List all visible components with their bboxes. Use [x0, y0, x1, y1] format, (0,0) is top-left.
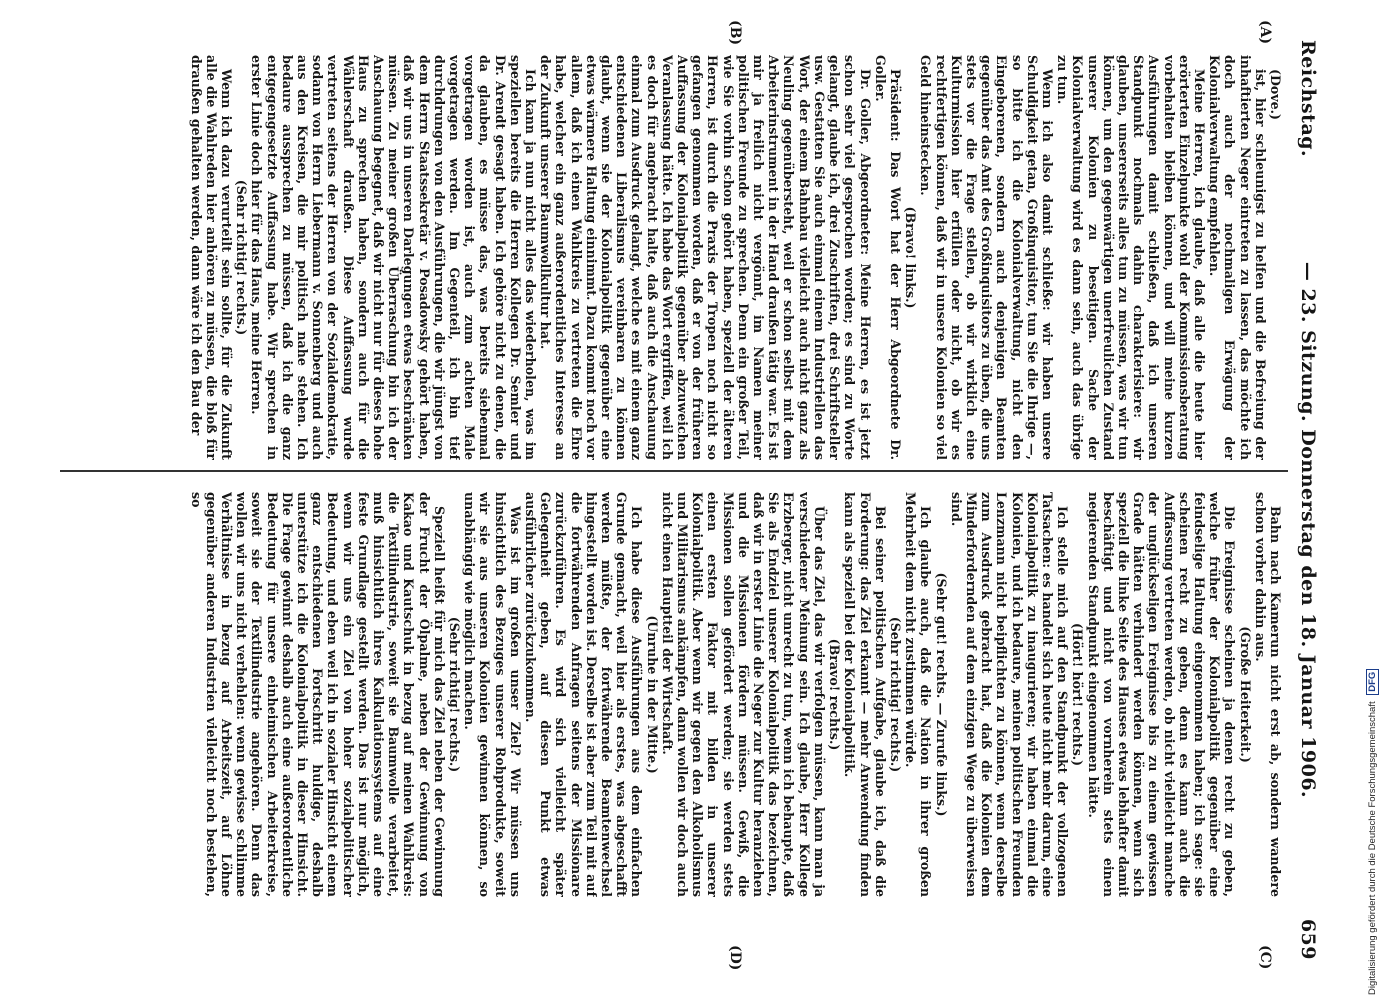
paragraph: Wenn ich also damit schließe: wir haben unsere Schuldigkeit getan, Großinquisitor, tun Sie die Ihrige —, so bitte ich die Kolonialverwaltung, nicht den Eingeborenen, sondern auch denjenigen Beamten gegenüber das Amt des Großinquisitors zu üben, die uns stets vor die Frage stellen, ob wir wirklich eine Kulturmission hier erfüllen oder nicht, ob wir es rechtfertigen können, daß wir in unsere Kolonien so viel Geld hineinstecken.	[918, 55, 1055, 460]
digitization-credit	[1366, 5, 1380, 995]
paragraph: (Dove.)	[1268, 69, 1283, 120]
interjection: (Sehr gut! rechts. — Zurufe links.)	[933, 572, 949, 817]
margin-mark-c: (C)	[1257, 945, 1273, 970]
paragraph: Was ist im großen unser Ziel? Wir müssen uns hinsichtlich des Bezuges unserer Rohprodukte, soweit wir sie aus unseren Kolonien gewinnen können, so unabhängig wie möglich machen.	[462, 492, 523, 897]
right-column	[63, 492, 1283, 897]
paragraph: Präsident: Das Wort hat der Herr Abgeordnete Dr. Goller.	[872, 55, 903, 460]
interjection: (Unruhe in der Mitte.)	[644, 615, 660, 774]
left-column	[63, 55, 1283, 460]
running-header	[1295, 40, 1321, 960]
paragraph: Speziell heißt für mich das Ziel neben der Gewinnung der Frucht der Ölpalme, neben der Gewinnung von Kakao und Kautschuk in bezug auf meinen Wahlkreis: die Textilindustrie, soweit sie Baumwolle verarbeitet, muß hinsichtlich ihres Kalkulationssystems auf eine feste Grundlage gestellt werden. Das ist nur möglich, wenn wir uns ein Ziel von hoher sozialpolitischer Bedeutung, und eben weil ich in sozialer Hinsicht einem ganz entschiedenen Fortschritt huldige, deshalb unterstütze ich die Kolonialpolitik in dieser Hinsicht. Die Frage gewinnt deshalb auch eine außerordentliche Bedeutung für unsere einheimischen Arbeiterkreise, soweit sie der Textilindustrie angehören. Denn das wollen wir uns nicht verhehlen: wenn gewisse schlimme Verhältnisse in bezug auf Arbeitszeit, auf Löhne gegenüber anderen Industrien vielleicht noch bestehen, so	[188, 492, 447, 897]
margin-mark-b: (B)	[727, 20, 743, 46]
paragraph: Meine Herren, ich glaube, daß alle die heute hier erörterten Einzelpunkte wohl der Kommissionsberatung vorbehalten bleiben können, und will meine kurzen Ausführungen damit schließen, daß ich unseren Standpunkt nochmals dahin charakterisiere: wir glauben, unsererseits alles tun zu müssen, was wir tun können, um den gegenwärtigen unerfreulichen Zustand unserer Kolonien zu beseitigen. Sache der Kolonialverwaltung wird es dann sein, auch das übrige zu tun.	[1055, 55, 1207, 460]
paragraph: Ich stelle mich auf den Standpunkt der vollzogenen Tatsachen: es handelt sich heute nicht mehr darum, eine Kolonialpolitik zu inaugurieren; wir haben einmal die Kolonien, und ich bedaure, meinen politischen Freunden Lenzmann nicht beipflichten zu können, wenn derselbe zum Ausdruck gebracht hat, daß die Kolonien dem Minderfordernden auf dem einzigen Wege zu überweisen sind.	[948, 492, 1071, 897]
interjection: (Sehr richtig! rechts.)	[887, 616, 903, 773]
paragraph: Über das Ziel, das wir verfolgen müssen, kann man ja verschiedener Meinung sein. Ich glaube, Herr Kollege Erzberger, nicht unrecht zu tun, wenn ich behaupte, daß Sie als Endziel unserer Kolonialpolitik das bezeichnen, daß wir in erster Linie die Neger zur Kultur heranziehen und die Missionen fördern müssen. Gewiß, die Missionen sollen gefördert werden; sie werden stets einen ersten Faktor mit bilden in unserer Kolonialpolitik. Aber wenn wir gegen den Alkoholismus und Militarismus ankämpfen, dann wollen wir doch auch nicht einen Hauptteil der Wirtschaft.	[659, 492, 827, 897]
interjection: (Bravo! rechts.)	[827, 638, 843, 751]
interjection: (Bravo! links.)	[903, 206, 919, 309]
interjection: (Hört! hört! rechts.)	[1070, 622, 1086, 767]
paragraph: Ich glaube auch, daß die Nation in ihrer großen Mehrheit dem nicht zustimmen würde.	[903, 492, 934, 897]
paragraph: Ich habe diese Ausführungen aus dem einfachen Grunde gemacht, weil hier als erstes, was abgeschafft werden müßte, der fortwährende Beamtenwechsel hingestellt worden ist. Derselbe ist aber zum Teil mit auf die fortwährenden Anfragen seitens der Missionare zurückzuführen. Es wird sich vielleicht später Gelegenheit geben, auf diesen Punkt etwas ausführlicher zurückzukommen.	[523, 492, 645, 897]
header-left: Reichstag.	[1297, 40, 1319, 158]
interjection: (Sehr richtig! rechts.)	[447, 616, 463, 773]
paragraph: Bei seiner politischen Aufgabe, glaube ich, daß die Forderung: das Ziel erkannt — mehr Anwendung finden kann als speziell bei der Kolonialpolitik.	[842, 492, 888, 897]
header-center: — 23. Sitzung. Donnerstag den 18. Januar 1906.	[1297, 261, 1319, 799]
paragraph: Wenn ich dazu verurteilt sein sollte, für die Zukunft alle die Wahlreden hier anhören zu müssen, die bloß für draußen gehalten werden, dann wäre ich den Bau der	[188, 55, 234, 460]
paragraph: ist, hier schleunigst zu helfen und die Befreiung der inhaftierten Neger eintreten zu lassen, das möchte ich doch auch der nochmaligen Erwägung der Kolonialverwaltung empfehlen.	[1207, 55, 1268, 460]
page-number: 659	[1297, 918, 1319, 960]
interjection: (Sehr richtig! rechts.)	[234, 179, 250, 336]
dfg-logo: DFG	[1366, 669, 1379, 695]
paragraph: Dr. Goller, Abgeordneter: Meine Herren, es ist jetzt schon sehr viel gesprochen worden; es sind zu Worte gelangt, glaube ich, drei Zuschriften, drei Schriftsteller usw. Gestatten Sie auch einmal einem Industriellen das Wort, der einem Bahnbau vielleicht auch nicht ganz als Neuling gegenübersteht, weil er schon selbst mit dem Arbeiterinstrument in der Hand draußen tätig war. Es ist mir ja freilich nicht vergönnt, im Namen meiner politischen Freunde zu sprechen. Denn ein großer Teil, wie Sie vorhin schon gehört haben, speziell der älteren Herren, ist durch die Praxis der Tropen noch nicht so gefangen genommen worden, daß er von der früheren Auffassung der Kolonialpolitik gegenüber abzuweichen Veranlassung hätte. Ich habe das Wort ergriffen, weil ich es doch für angebracht halte, daß auch die Anschauung einmal zum Ausdruck gelangt, welche es mit einem ganz entschiedenen Liberalismus vereinbaren zu können glaubt, wenn sie der Kolonialpolitik gegenüber eine etwas wärmere Haltung einnimmt. Dazu kommt noch vor allem, daß ich einen Wahlkreis zu vertreten die Ehre habe, welcher ein ganz außerordentliches Interesse an der Zukunft unserer Baumwollkultur hat.	[538, 55, 873, 460]
margin-mark-d: (D)	[727, 945, 743, 971]
credit-text: Digitalisierung gefördert durch die Deutsche Forschungsgemeinschaft	[1367, 701, 1378, 995]
margin-mark-a: (A)	[1257, 20, 1273, 45]
paragraph: Bahn nach Kamerun nicht erst ab, sondern wandere schon vorher dahin aus.	[1252, 492, 1283, 897]
column-divider	[60, 470, 1288, 472]
interjection: (Große Heiterkeit.)	[1237, 626, 1253, 763]
paragraph: Ich kann ja nun nicht alles das wiederholen, was im speziellen bereits die Herren Kollegen Dr. Semler und Dr. Arendt gesagt haben. Ich gehöre nicht zu denen, die da glauben, es müsse das, was bereits siebenmal vorgetragen worden ist, auch zum achten Male vorgetragen werden. Im Gegenteil, ich bin tief durchdrungen von den Ausführungen, die wir jüngst von dem Herrn Staatssekretär v. Posadowsky gehört haben, daß wir uns in unseren Darlegungen etwas beschränken müssen. Zu meiner großen Überraschung bin ich der Anschauung begegnet, daß wir nicht nur für dieses hohe Haus zu sprechen haben, sondern auch für die Wählerschaft draußen. Diese Auffassung wurde vertreten seitens der Herren von der Sozialdemokratie, sodann von Herrn Liebermann v. Sonnenberg und auch aus den Kreisen, die mir politisch nahe stehen. Ich bedaure aussprechen zu müssen, daß ich die ganz entgegengesetzte Auffassung habe. Wir sprechen in erster Linie doch hier für das Haus, meine Herren.	[249, 55, 539, 460]
paragraph: Die Ereignisse scheinen ja denen recht zu geben, welche früher der Kolonialpolitik gegenüber eine feindselige Haltung eingenommen haben; ich sage: sie scheinen recht zu geben, denn es kann auch die Auffassung vertreten werden, ob nicht vielleicht manche der unglückseligen Ereignisse bis zu einem gewissen Grade hätten verhindert werden können, wenn sich speziell die linke Seite des Hauses etwas lebhafter damit beschäftigt und nicht von vornherein stets einen negierenden Standpunkt eingenommen hätte.	[1085, 492, 1238, 897]
